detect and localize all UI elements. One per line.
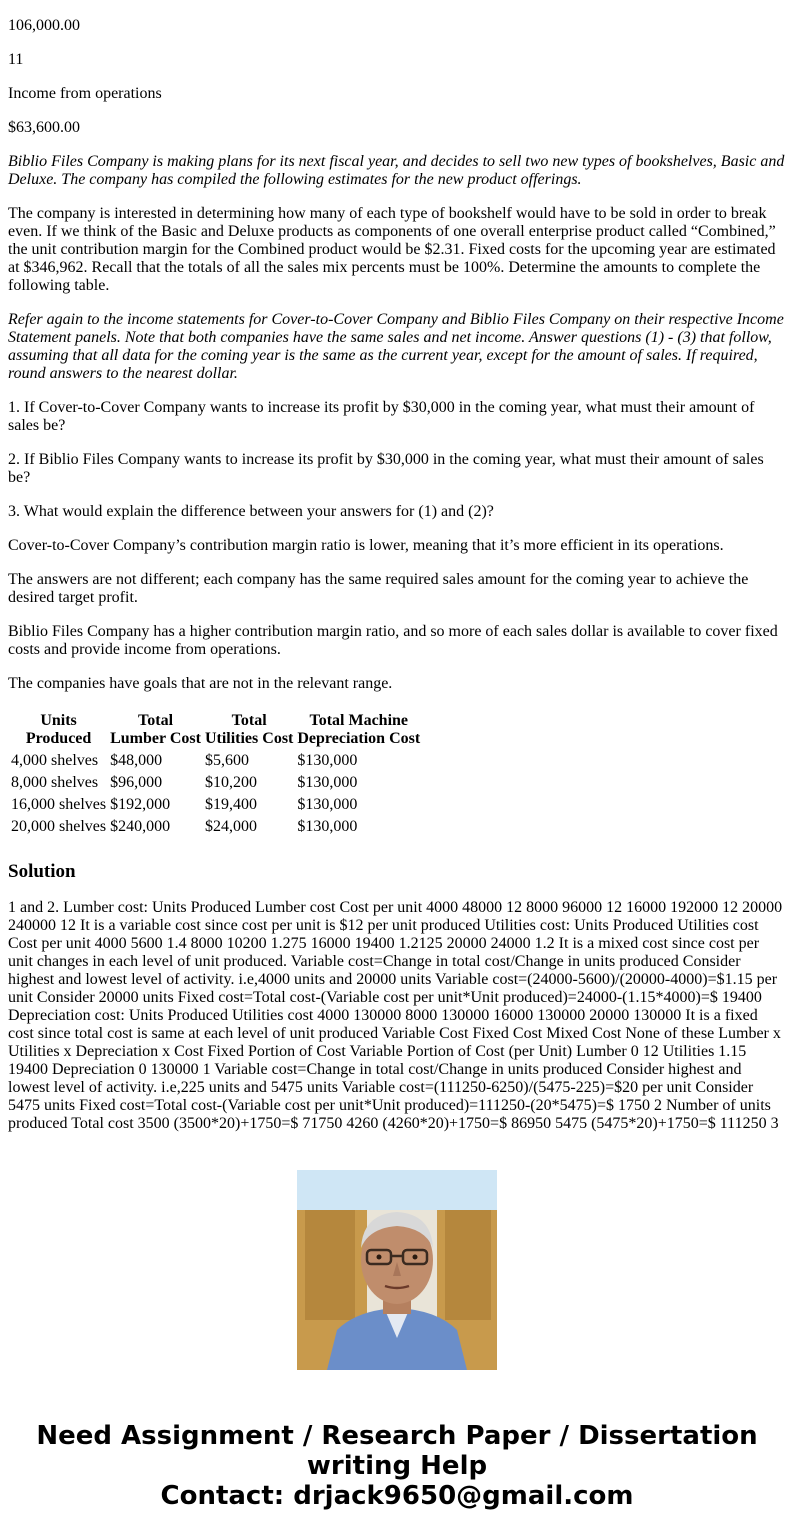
table-cell: $240,000 — [110, 818, 171, 835]
paragraph: Refer again to the income statements for Cover-to-Cover Company and Biblio Files Company on their respective Income Statement panels. Note that both companies have the same sales and net income. Answer questions (1) - (3) that follow, assuming that all data for the coming year is the same as the current year, except for the amount of sales. If required, round answers to the nearest dollar. — [8, 311, 784, 382]
paragraph: The company is interested in determining how many of each type of bookshelf would have to be sold in order to break even. If we think of the Basic and Deluxe products as components of one overall enterprise product called “Combined,” the unit contribution margin for the Combined product would be $2.31. Fixed costs for the upcoming year are estimated at $346,962. Recall that the totals of all the sales mix percents must be 100%. Determine the amounts to complete the following table. — [8, 205, 776, 294]
table-cell: $48,000 — [110, 752, 163, 769]
table-cell: $10,200 — [204, 774, 257, 791]
table-row — [10, 795, 421, 815]
table-cell: $192,000 — [110, 796, 171, 813]
contact-banner — [0, 1421, 794, 1511]
table-cell: 4,000 shelves — [11, 752, 99, 769]
income-value: $63,600.00 — [8, 119, 80, 136]
table-cell: $19,400 — [204, 796, 257, 813]
table-row — [10, 773, 421, 793]
table-cell: $130,000 — [297, 774, 358, 791]
column-header: Total Utilities Cost — [204, 712, 294, 747]
income-label: Income from operations — [8, 85, 162, 102]
cost-table — [8, 709, 423, 839]
table-cell: $130,000 — [297, 796, 358, 813]
table-cell: $5,600 — [204, 752, 249, 769]
table-row — [10, 817, 421, 837]
answer-option: The answers are not different; each company has the same required sales amount for the coming year to achieve the desired target profit. — [8, 571, 749, 606]
question-1: 1. If Cover-to-Cover Company wants to increase its profit by $30,000 in the coming year, what must their amount of sales be? — [8, 399, 755, 434]
avatar — [297, 1170, 497, 1370]
column-header: Units Produced — [25, 712, 92, 747]
banner-line: Need Assignment / Research Paper / Dissertation — [36, 1421, 758, 1451]
table-cell: $130,000 — [297, 752, 358, 769]
banner-contact-email: Contact: drjack9650@gmail.com — [160, 1481, 634, 1511]
answer-option: Cover-to-Cover Company’s contribution margin ratio is lower, meaning that it’s more efficient in its operations. — [8, 537, 724, 554]
table-cell: $130,000 — [297, 818, 358, 835]
column-header: Total Machine Depreciation Cost — [297, 712, 421, 747]
question-2: 2. If Biblio Files Company wants to increase its profit by $30,000 in the coming year, what must their amount of sales be? — [8, 451, 764, 486]
column-header: Total Lumber Cost — [110, 712, 201, 747]
top-amount: 106,000.00 — [8, 17, 80, 34]
table-cell: 8,000 shelves — [11, 774, 99, 791]
solution-text: 1 and 2. Lumber cost: Units Produced Lumber cost Cost per unit 4000 48000 12 8000 96000 12 16000 192000 12 20000 240000 12 It is a variable cost since cost per unit is $12 per unit produced Utilities cost: Units Produced Utilities cost Cost per unit 4000 5600 1.4 8000 10200 1.275 16000 19400 1.2125 20000 24000 1.2 It is a mixed cost since cost per unit changes in each level of unit produced. Variable cost=Change in total cost/Change in units produced Consider highest and lowest level of activity. i.e,4000 units and 20000 units Variable cost=(24000-5600)/(20000-4000)=$1.15 per unit Consider 20000 units Fixed cost=Total cost-(Variable cost per unit*Unit produced)=24000-(1.15*4000)=$ 19400 Depreciation cost: Units Produced Utilities cost 4000 130000 8000 130000 16000 130000 20000 130000 It is a fixed cost since total cost is same at each level of unit produced Variable Cost Fixed Cost Mixed Cost None of these Lumber x Utilities x Depreciation x Cost Fixed Portion of Cost Variable Portion of Cost (per Unit) Lumber 0 12 Utilities 1.15 19400 Depreciation 0 130000 1 Variable cost=Change in total cost/Change in units produced Consider highest and lowest level of activity. i.e,225 units and 5475 units Variable cost=(111250-6250)/(5475-225)=$20 per unit Consider 5475 units Fixed cost=Total cost-(Variable cost per unit*Unit produced)=111250-(20*5475)=$ 1750 2 Number of units produced Total cost 3500 (3500*20)+1750=$ 71750 4260 (4260*20)+1750=$ 86950 5475 (5475*20)+1750=$ 111250 3 — [8, 899, 783, 1132]
answer-option: Biblio Files Company has a higher contribution margin ratio, and so more of each sales dollar is available to cover fixed costs and provide income from operations. — [8, 623, 778, 658]
table-cell: $24,000 — [204, 818, 257, 835]
author-photo — [297, 1170, 497, 1370]
question-3: 3. What would explain the difference between your answers for (1) and (2)? — [8, 503, 494, 520]
table-row — [10, 751, 421, 771]
table-header-row — [10, 711, 421, 749]
row-number: 11 — [8, 51, 24, 68]
table-cell: $96,000 — [110, 774, 163, 791]
table-cell: 16,000 shelves — [11, 796, 107, 813]
paragraph: Biblio Files Company is making plans for its next fiscal year, and decides to sell two new types of bookshelves, Basic and Deluxe. The company has compiled the following estimates for the new product offerings. — [8, 153, 785, 188]
document-body — [0, 17, 794, 1132]
solution-heading: Solution — [8, 861, 76, 882]
banner-line: writing Help — [306, 1451, 488, 1481]
answer-option: The companies have goals that are not in the relevant range. — [8, 675, 393, 692]
table-cell: 20,000 shelves — [11, 818, 107, 835]
